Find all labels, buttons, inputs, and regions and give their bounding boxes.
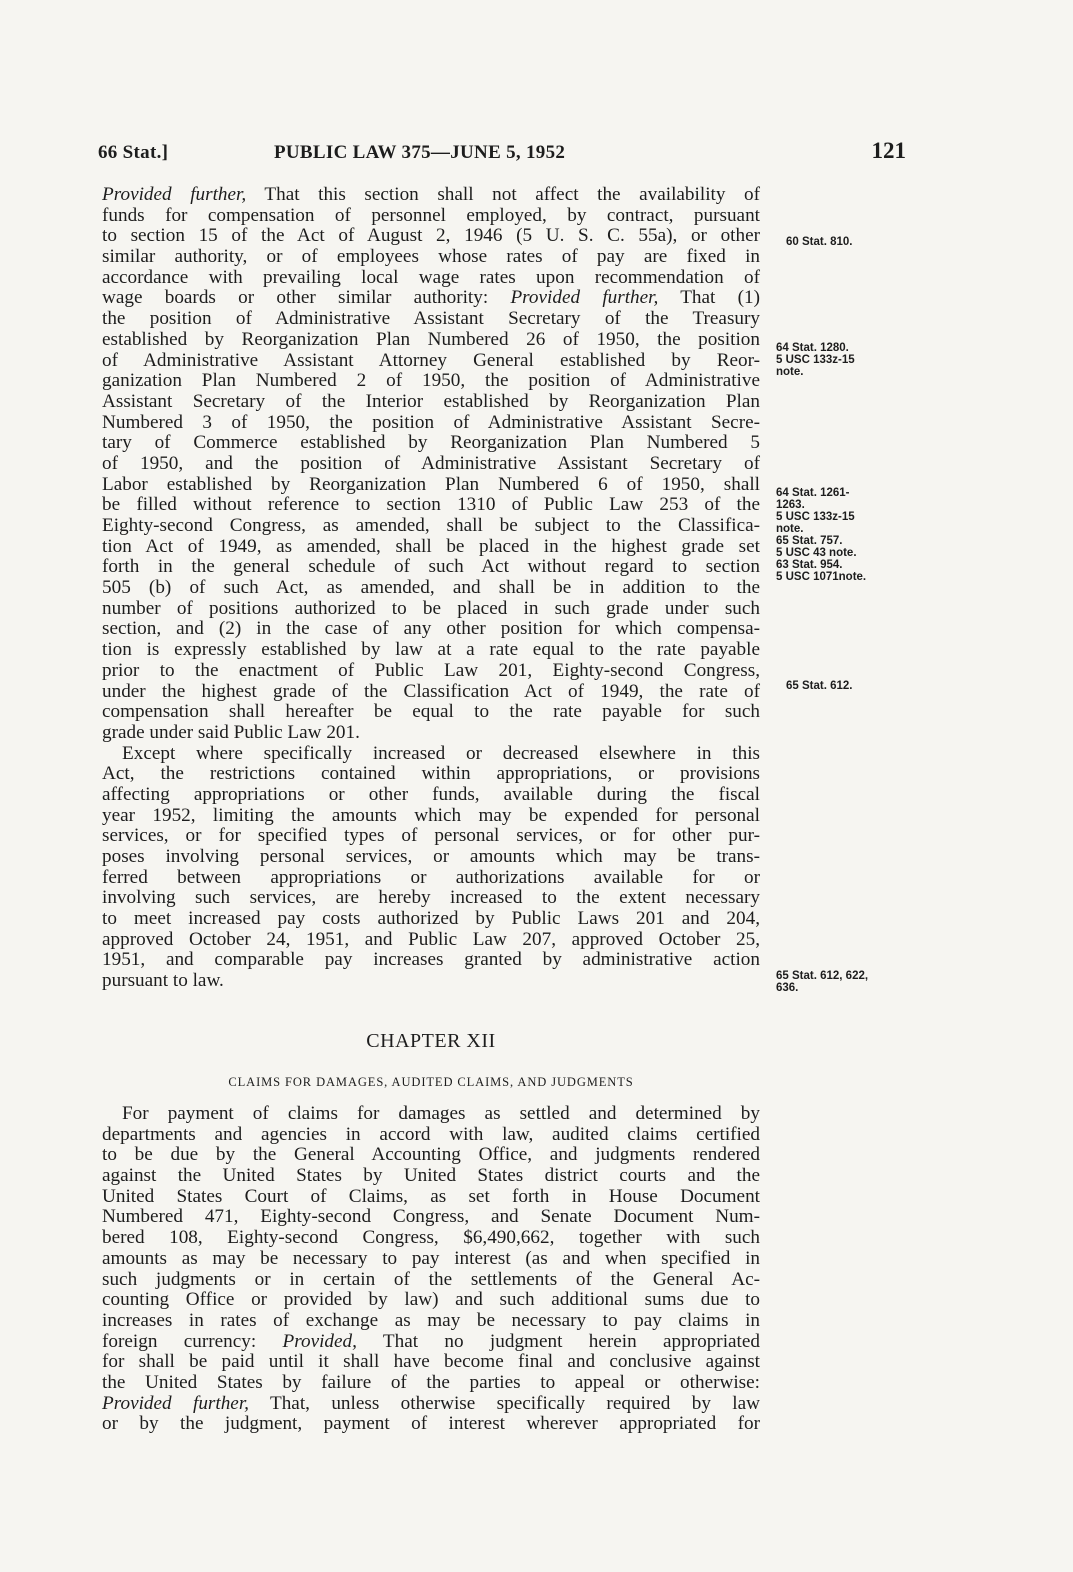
text-line: Numbered 3 of 1950, the position of Administrative Assistant Secre-	[102, 411, 760, 433]
text-line: involving such services, are hereby increased to the extent necessary	[102, 887, 760, 909]
text-line: services, or for specified types of personal services, or for other pur-	[102, 825, 760, 847]
text-line: Numbered 471, Eighty-second Congress, and Senate Document Num-	[102, 1206, 760, 1228]
page-number: 121	[871, 138, 906, 163]
header-stat-ref: 66 Stat.]	[98, 142, 169, 163]
text-line: compensation shall hereafter be equal to the rate payable for such	[102, 701, 760, 723]
text-line: Provided further, That, unless otherwise specifically required by law	[102, 1392, 760, 1414]
text-line: departments and agencies in accord with law, audited claims certified	[102, 1123, 760, 1145]
text-line: the United States by failure of the parties to appeal or otherwise:	[102, 1371, 760, 1393]
text-line: accordance with prevailing local wage rates upon recommendation of	[102, 266, 760, 288]
text-line: against the United States by United States district courts and the	[102, 1165, 760, 1187]
text-line: Except where specifically increased or decreased elsewhere in this	[122, 742, 760, 764]
text-line: ganization Plan Numbered 2 of 1950, the position of Administrative	[102, 370, 760, 392]
text-line: bered 108, Eighty-second Congress, $6,490,662, together with such	[102, 1227, 760, 1249]
text-line: For payment of claims for damages as settled and determined by	[122, 1103, 760, 1124]
text-line: under the highest grade of the Classification Act of 1949, the rate of	[102, 680, 760, 702]
text-line: ferred between appropriations or authorizations available for or	[102, 866, 760, 888]
text-line: Act, the restrictions contained within appropriations, or provisions	[102, 763, 760, 785]
text-line: the position of Administrative Assistant Secretary of the Treasury	[102, 308, 760, 330]
chapter-heading: CHAPTER XII	[366, 1030, 496, 1052]
text-line: be filled without reference to section 1310 of Public Law 253 of the	[102, 494, 760, 516]
text-line: 1951, and comparable pay increases granted by administrative action	[102, 949, 760, 971]
text-line: prior to the enactment of Public Law 201, Eighty-second Congress,	[102, 659, 760, 681]
text-line: established by Reorganization Plan Numbered 26 of 1950, the position	[102, 328, 760, 350]
text-line: tion Act of 1949, as amended, shall be placed in the highest grade set	[102, 535, 760, 557]
text-line: tary of Commerce established by Reorganization Plan Numbered 5	[102, 432, 760, 454]
text-line: or by the judgment, payment of interest wherever appropriated for	[102, 1413, 760, 1435]
margin-note-citation: 64 Stat. 1261- 1263. 5 USC 133z-15 note. 65 Stat. 757. 5 USC 43 note. 63 Stat. 954. 5 USC 1071note.	[776, 487, 867, 583]
text-line: wage boards or other similar authority: Provided further, That (1)	[102, 287, 760, 309]
section-claims	[102, 1104, 760, 1435]
section-provisos	[102, 185, 760, 992]
margin-note-citation: 65 Stat. 612.	[786, 680, 853, 692]
text-line: increases in rates of exchange as may be necessary to pay claims in	[102, 1309, 760, 1331]
margin-note-citation: 65 Stat. 612, 622, 636.	[776, 970, 869, 994]
text-line: Provided further, That this section shall not affect the availability of	[102, 184, 761, 205]
text-line: funds for compensation of personnel employed, by contract, pursuant	[102, 204, 760, 226]
text-line: affecting appropriations or other funds, available during the fiscal	[102, 783, 760, 805]
text-line: counting Office or provided by law) and such additional sums due to	[102, 1289, 760, 1311]
header-title: PUBLIC LAW 375—JUNE 5, 1952	[274, 142, 566, 163]
text-line: number of positions authorized to be placed in such grade under such	[102, 597, 760, 619]
text-line: approved October 24, 1951, and Public Law 207, approved October 25,	[102, 928, 760, 950]
text-line: Eighty-second Congress, as amended, shall be subject to the Classifica-	[102, 515, 760, 536]
text-line: of 1950, and the position of Administrative Assistant Secretary of	[102, 452, 760, 474]
text-line: United States Court of Claims, as set forth in House Document	[102, 1185, 760, 1207]
text-line: such judgments or in certain of the settlements of the General Ac-	[102, 1268, 760, 1290]
text-line: to meet increased pay costs authorized by Public Laws 201 and 204,	[102, 908, 760, 930]
text-line: pursuant to law.	[102, 970, 224, 992]
text-line: forth in the general schedule of such Act without regard to section	[102, 556, 760, 578]
text-line: of Administrative Assistant Attorney General established by Reor-	[102, 349, 760, 371]
text-line: amounts as may be necessary to pay interest (as and when specified in	[102, 1247, 760, 1269]
text-line: poses involving personal services, or amounts which may be trans-	[102, 846, 760, 867]
running-header	[98, 138, 906, 168]
margin-note-citation: 60 Stat. 810.	[786, 236, 853, 248]
text-line: tion is expressly established by law at a rate equal to the rate payable	[102, 639, 760, 661]
text-line: section, and (2) in the case of any other position for which compensa-	[102, 618, 760, 640]
text-line: similar authority, or of employees whose rates of pay are fixed in	[102, 246, 760, 268]
text-line: foreign currency: Provided, That no judgment herein appropriated	[102, 1330, 760, 1352]
text-line: year 1952, limiting the amounts which may be expended for personal	[102, 804, 760, 826]
text-line: 505 (b) of such Act, as amended, and shall be in addition to the	[102, 577, 760, 599]
chapter-subheading: CLAIMS FOR DAMAGES, AUDITED CLAIMS, AND JUDGMENTS	[228, 1075, 634, 1089]
text-line: Labor established by Reorganization Plan Numbered 6 of 1950, shall	[102, 473, 760, 495]
text-line: grade under said Public Law 201.	[102, 721, 360, 743]
text-line: to section 15 of the Act of August 2, 1946 (5 U. S. C. 55a), or other	[102, 225, 760, 247]
text-line: for shall be paid until it shall have become final and conclusive against	[102, 1351, 760, 1373]
text-line: Assistant Secretary of the Interior established by Reorganization Plan	[102, 390, 760, 412]
margin-note-citation: 64 Stat. 1280. 5 USC 133z-15 note.	[776, 342, 855, 378]
text-line: to be due by the General Accounting Office, and judgments rendered	[102, 1144, 760, 1166]
